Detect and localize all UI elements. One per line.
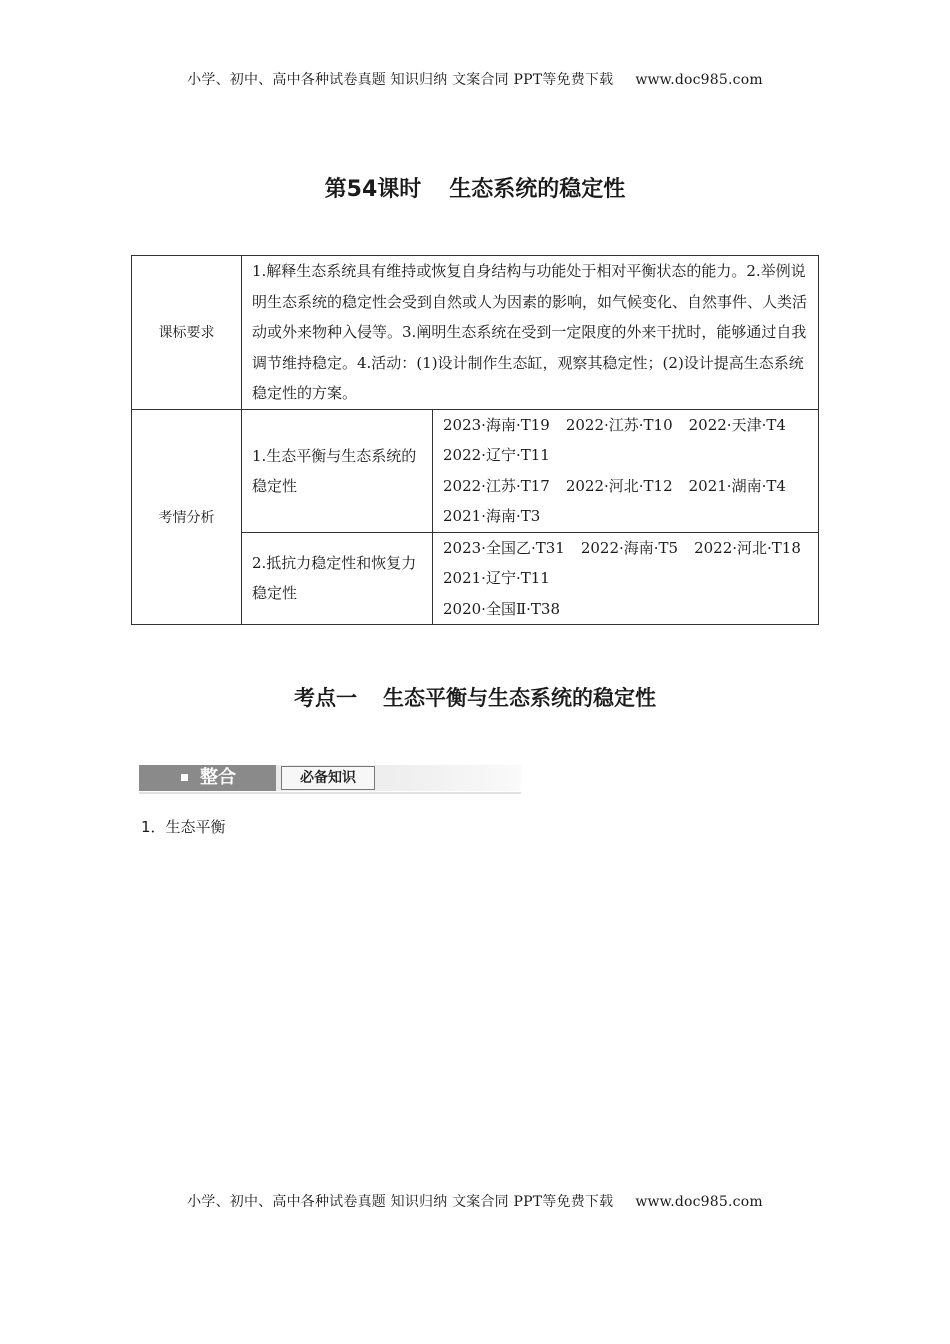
list-item: 1．生态平衡 — [141, 818, 226, 836]
exam-line: 2022·辽宁·T11 — [443, 446, 550, 464]
lesson-number: 第54课时 — [324, 177, 422, 202]
exam-line: 2022·江苏·T17 2022·河北·T12 2021·湖南·T4 — [443, 476, 786, 495]
row-head-requirements: 课标要求 — [132, 256, 242, 410]
curriculum-table — [131, 255, 819, 625]
exam-list — [433, 532, 819, 625]
exam-line: 2021·辽宁·T11 — [443, 569, 550, 587]
requirements-content: 1.解释生态系统具有维持或恢复自身结构与功能处于相对平衡状态的能力。2.举例说明生态系统的稳定性会受到自然或人为因素的影响，如气候变化、自然事件、人类活动或外来物种入侵等。3.阐明生态系统在受到一定限度的外来干扰时，能够通过自我调节维持稳定。4.活动：(1)设计制作生态缸，观察其稳定性；(2)设计提高生态系统稳定性的方案。 — [242, 256, 819, 410]
section-label: 考点一 — [294, 686, 357, 710]
exam-list — [433, 409, 819, 532]
row-head-analysis: 考情分析 — [132, 409, 242, 625]
header-text: 小学、初中、高中各种试卷真题 知识归纳 文案合同 PPT等免费下载 — [187, 72, 614, 88]
header-site: www.doc985.com — [635, 72, 763, 88]
page-footer — [0, 1191, 950, 1211]
topic-label: 2.抵抗力稳定性和恢复力稳定性 — [242, 532, 433, 625]
footer-text: 小学、初中、高中各种试卷真题 知识归纳 文案合同 PPT等免费下载 — [187, 1194, 614, 1210]
square-bullet-icon — [181, 774, 188, 781]
section-title: 生态平衡与生态系统的稳定性 — [383, 686, 656, 710]
table-row — [132, 256, 819, 410]
banner-title: 整合 — [200, 767, 236, 788]
knowledge-banner — [139, 765, 521, 795]
footer-site: www.doc985.com — [635, 1194, 763, 1210]
page-title — [0, 172, 950, 203]
section-heading — [0, 682, 950, 712]
exam-line: 2023·海南·T19 2022·江苏·T10 2022·天津·T4 — [443, 415, 786, 434]
exam-line: 2021·海南·T3 — [443, 507, 541, 525]
exam-line: 2020·全国Ⅱ·T38 — [443, 599, 560, 618]
topic-label: 1.生态平衡与生态系统的稳定性 — [242, 409, 433, 532]
page-header — [0, 69, 950, 89]
exam-line: 2023·全国乙·T31 2022·海南·T5 2022·河北·T18 — [443, 538, 801, 557]
lesson-topic: 生态系统的稳定性 — [449, 177, 626, 202]
table-row — [132, 409, 819, 532]
banner-tag: 必备知识 — [281, 766, 375, 790]
